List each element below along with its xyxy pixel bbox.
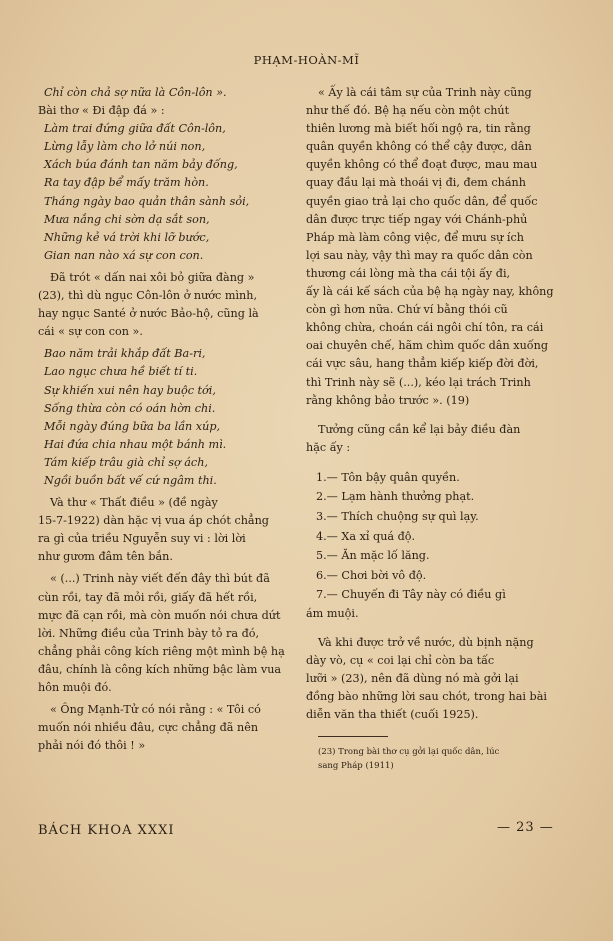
footnote-divider — [318, 736, 388, 737]
left-line: hay ngục Santé ở nước Bảo-hộ, cũng là — [38, 307, 259, 321]
right-column-text — [306, 84, 558, 724]
right-line: 5.— Ăn mặc lố lăng. — [316, 549, 430, 563]
left-line: phải nói đó thôi ! » — [38, 739, 146, 753]
right-line: dày vò, cụ « coi lại chỉ còn ba tấc — [306, 653, 495, 667]
left-line: đâu, chính là công kích những bậc làm vua — [38, 662, 282, 676]
left-line: hôn muội đó. — [38, 681, 112, 694]
right-line: 6.— Chơi bời vô độ. — [316, 568, 427, 582]
right-line: 1.— Tôn bậy quân quyền. — [316, 470, 460, 484]
left-line: Mỗi ngày đúng bữa ba lần xúp, — [44, 419, 221, 433]
left-line: cùn rồi, tay đã mỏi rồi, giấy đã hết rồi, — [38, 590, 258, 604]
left-line: Và thư « Thất điều » (đề ngày — [50, 496, 218, 510]
right-line: rằng không bảo trước ». (19) — [306, 393, 470, 407]
right-line: lưỡi » (23), nên đã dùng nó mà gởi lại — [306, 671, 519, 685]
left-line: Lừng lẫy làm cho lở núi non, — [44, 140, 206, 154]
right-line: oai chuyên chế, hãm chìm quốc dân xuống — [306, 339, 548, 353]
left-line: Xách búa đánh tan năm bảy đống, — [44, 158, 238, 172]
footnote-line: sang Pháp (1911) — [318, 761, 394, 772]
right-line: Pháp mà làm công việc, để mưu sự ích — [306, 230, 524, 244]
left-line: Chỉ còn chả sợ nữa là Côn-lôn ». — [44, 86, 227, 99]
right-line: quyền không có thể đoạt được, mau mau — [306, 158, 538, 172]
left-line: Gian nan nào xá sự con con. — [44, 248, 204, 262]
left-line: Ra tay đập bể mấy trăm hòn. — [44, 176, 209, 190]
left-line: cái « sự con con ». — [38, 325, 143, 339]
right-line: 4.— Xa xỉ quá độ. — [316, 529, 416, 543]
left-line: muốn nói nhiều đâu, cực chẳng đã nên — [38, 721, 259, 735]
left-line: Hai đứa chia nhau một bánh mì. — [44, 437, 227, 451]
right-line: quyền giao trả lại cho quốc dân, để quốc — [306, 194, 538, 208]
left-line: Đã trót « dấn nai xôi bỏ giữa đàng » — [50, 270, 255, 284]
left-line: Tháng ngày bao quản thân sành sỏi, — [44, 194, 250, 208]
right-line: còn gì hơn nữa. Chứ ví bằng thói cũ — [306, 303, 508, 317]
right-line: lợi sau này, vậy thì may ra quốc dân còn — [306, 248, 533, 262]
left-line: Mưa nắng chi sờn dạ sắt son, — [44, 212, 210, 226]
left-line: Sự khiến xui nên hay buộc tới, — [44, 383, 216, 397]
footnote — [306, 745, 558, 773]
right-line: « Ấy là cái tâm sự của Trinh này cũng — [318, 86, 532, 99]
right-line: 3.— Thích chuộng sự quì lạy. — [316, 510, 479, 524]
left-line: (23), thì dù ngục Côn-lôn ở nước mình, — [38, 289, 257, 303]
left-line: ra gì của triều Nguyễn suy vi : lời lời — [38, 532, 246, 546]
left-line: Ngồi buồn bất vế cứ ngâm thi. — [44, 473, 217, 487]
left-line: Bài thơ « Đi đập đá » : — [38, 104, 165, 118]
left-line: « Ông Mạnh-Tử có nói rằng : « Tôi có — [50, 703, 261, 717]
right-line: cái vực sâu, hang thẳm kiếp kiếp đời đời, — [306, 357, 539, 371]
left-line: chẳng phải công kích riêng một mình bệ hạ — [38, 644, 285, 658]
left-line: « (...) Trinh này viết đến đây thì bút đã — [50, 572, 270, 586]
left-line: mực đã cạn rồi, mà còn muốn nói chưa dứt — [38, 608, 281, 622]
right-line: ấy là cái kế sách của bệ hạ ngày nay, không — [306, 285, 554, 299]
right-line: hặc ấy : — [306, 440, 351, 454]
right-column — [306, 84, 558, 773]
right-line: không chừa, choán cái ngôi chí tôn, ra cái — [306, 321, 544, 335]
left-column — [38, 84, 292, 755]
right-line: dân được trực tiếp ngay với Chánh-phủ — [306, 212, 528, 226]
publication-title: BÁCH KHOA XXXI — [38, 823, 175, 838]
left-line: Lao ngục chưa hề biết tí ti. — [44, 365, 198, 379]
right-line: quân quyền không có thể cậy được, dân — [306, 140, 532, 154]
right-line: Và khi được trở về nước, dù bịnh nặng — [318, 635, 534, 649]
right-line: như thế đó. Bệ hạ nếu còn một chút — [306, 104, 510, 118]
right-line: 7.— Chuyến đi Tây này có điều gì — [316, 588, 506, 602]
left-line: Làm trai đứng giữa đất Côn-lôn, — [44, 122, 226, 136]
right-line: thiên lương mà biết hối ngộ ra, tin rằng — [306, 122, 531, 136]
right-line: ám muội. — [306, 606, 359, 620]
left-line: 15-7-1922) dàn hặc vị vua áp chót chẳng — [38, 514, 269, 528]
left-line: Bao năm trải khắp đất Ba-ri, — [44, 347, 206, 361]
left-line: Những kẻ vá trời khi lỡ bước, — [44, 230, 210, 244]
left-line: như gươm đâm tên bắn. — [38, 550, 173, 564]
right-line: quay đầu lại mà thoái vị đi, đem chánh — [306, 176, 526, 190]
running-header: PHẠM-HOÀN-MĨ — [253, 53, 360, 67]
right-line: diễn văn tha thiết (cuối 1925). — [306, 708, 479, 721]
page-number: — 23 — — [497, 820, 554, 835]
right-line: Tưởng cũng cần kể lại bảy điều đàn — [318, 422, 521, 436]
left-line: lời. Những điều của Trinh bày tỏ ra đó, — [38, 626, 260, 640]
right-line: thì Trinh này sẽ (...), kéo lại trách Trinh — [306, 375, 531, 389]
left-line: Tám kiếp trâu già chỉ sợ ách, — [44, 455, 208, 469]
left-line: Sống thừa còn có oán hờn chi. — [44, 401, 216, 415]
right-line: thương cái lòng mà tha cái tội ấy đi, — [306, 266, 511, 280]
footnote-line: (23) Trong bài thơ cụ gởi lại quốc dân, lúc — [318, 747, 500, 758]
right-line: đồng bào những lời sau chót, trong hai bài — [306, 689, 547, 703]
right-line: 2.— Lạm hành thưởng phạt. — [316, 490, 475, 504]
